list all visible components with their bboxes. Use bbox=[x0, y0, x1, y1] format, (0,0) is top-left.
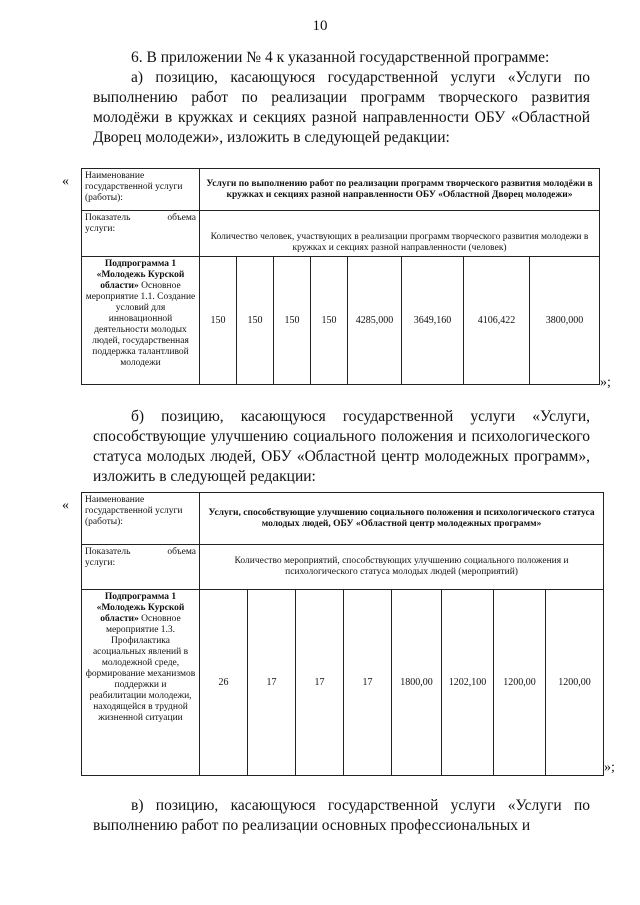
table1-value: 3800,000 bbox=[530, 257, 600, 385]
table2-name-label: Наименование государственной услуги (работы): bbox=[82, 493, 200, 545]
table2-value: 1800,00 bbox=[392, 590, 442, 776]
table1-value: 150 bbox=[311, 257, 348, 385]
paragraph-6 bbox=[93, 48, 590, 148]
table1-indicator-label bbox=[82, 211, 200, 257]
table2-indicator-label-b: объема bbox=[167, 547, 196, 557]
table2-quote-open: « bbox=[62, 498, 69, 513]
table2-value: 17 bbox=[344, 590, 392, 776]
table1-value: 150 bbox=[200, 257, 237, 385]
table1-name-label: Наименование государственной услуги (работы): bbox=[82, 169, 200, 211]
paragraph-6-text: 6. В приложении № 4 к указанной государственной программе: bbox=[131, 49, 550, 66]
page-number: 10 bbox=[312, 18, 328, 34]
paragraph-c-text: в) позицию, касающуюся государственной услуги «Услуги по выполнению работ по реализации основных профессиональных и bbox=[93, 797, 590, 834]
paragraph-a-text: а) позицию, касающуюся государственной услуги «Услуги по выполнению работ по реализации программ творческого развития молодёжи в кружках и секциях разной направленности ОБУ «Областной Дворец молодежи», изложить в следующей редакции: bbox=[93, 69, 590, 146]
table2-program-rest: Основное мероприятие 1.3. Профилактика асоциальных явлений в молодежной среде, формирование механизмов поддержки и реабилитации молодежи, находящейся в трудной жизненной ситуации bbox=[85, 614, 196, 723]
paragraph-c bbox=[93, 796, 590, 836]
table2-program-cell bbox=[82, 590, 200, 776]
table1-indicator-label-a: Показатель bbox=[85, 213, 131, 223]
table1 bbox=[81, 168, 600, 385]
table1-indicator-label-c: услуги: bbox=[85, 224, 116, 234]
table2-value: 1202,100 bbox=[442, 590, 494, 776]
table2-value: 17 bbox=[248, 590, 296, 776]
paragraph-b-text: б) позицию, касающуюся государственной услуги «Услуги, способствующие улучшению социального положения и психологического статуса молодых людей, ОБУ «Областной центр молодежных программ», изложить в следующей редакции: bbox=[93, 408, 590, 485]
table1-value: 150 bbox=[237, 257, 274, 385]
table2-value: 1200,00 bbox=[494, 590, 546, 776]
table2-indicator-label-c: услуги: bbox=[85, 558, 116, 568]
paragraph-b bbox=[93, 407, 590, 487]
table2-service-title: Услуги, способствующие улучшению социального положения и психологического статуса молодых людей, ОБУ «Областной центр молодежных программ» bbox=[200, 493, 604, 545]
table1-value: 4106,422 bbox=[464, 257, 530, 385]
table2-indicator-text: Количество мероприятий, способствующих улучшению социального положения и психологического статуса молодых людей (мероприятий) bbox=[200, 545, 604, 590]
table2-indicator-label bbox=[82, 545, 200, 590]
table2-value: 26 bbox=[200, 590, 248, 776]
table2-value: 17 bbox=[296, 590, 344, 776]
table1-program-rest: Основное мероприятие 1.1. Создание условий для инновационной деятельности молодых людей, государственная поддержка талантливой молодежи bbox=[85, 281, 196, 368]
table1-value: 4285,000 bbox=[348, 257, 402, 385]
table1-value: 150 bbox=[274, 257, 311, 385]
table2-value: 1200,00 bbox=[546, 590, 604, 776]
table2 bbox=[81, 492, 604, 776]
table1-quote-open: « bbox=[62, 174, 69, 189]
table1-value: 3649,160 bbox=[402, 257, 464, 385]
table1-quote-close: »; bbox=[600, 375, 611, 390]
table1-indicator-label-b: объема bbox=[167, 213, 196, 223]
table1-program-bold: Подпрограмма 1 «Молодежь Курской области» bbox=[96, 259, 185, 291]
table1-indicator-text: Количество человек, участвующих в реализации программ творческого развития молодежи в кружках и секциях разной направленности (человек) bbox=[200, 211, 600, 257]
table1-program-cell bbox=[82, 257, 200, 385]
table1-service-title: Услуги по выполнению работ по реализации программ творческого развития молодёжи в кружках и секциях разной направленности ОБУ «Областной Дворец молодежи» bbox=[200, 169, 600, 211]
table2-indicator-label-a: Показатель bbox=[85, 547, 131, 557]
table2-quote-close: »; bbox=[604, 760, 615, 775]
table2-program-bold: Подпрограмма 1 «Молодежь Курской области» bbox=[96, 592, 185, 624]
